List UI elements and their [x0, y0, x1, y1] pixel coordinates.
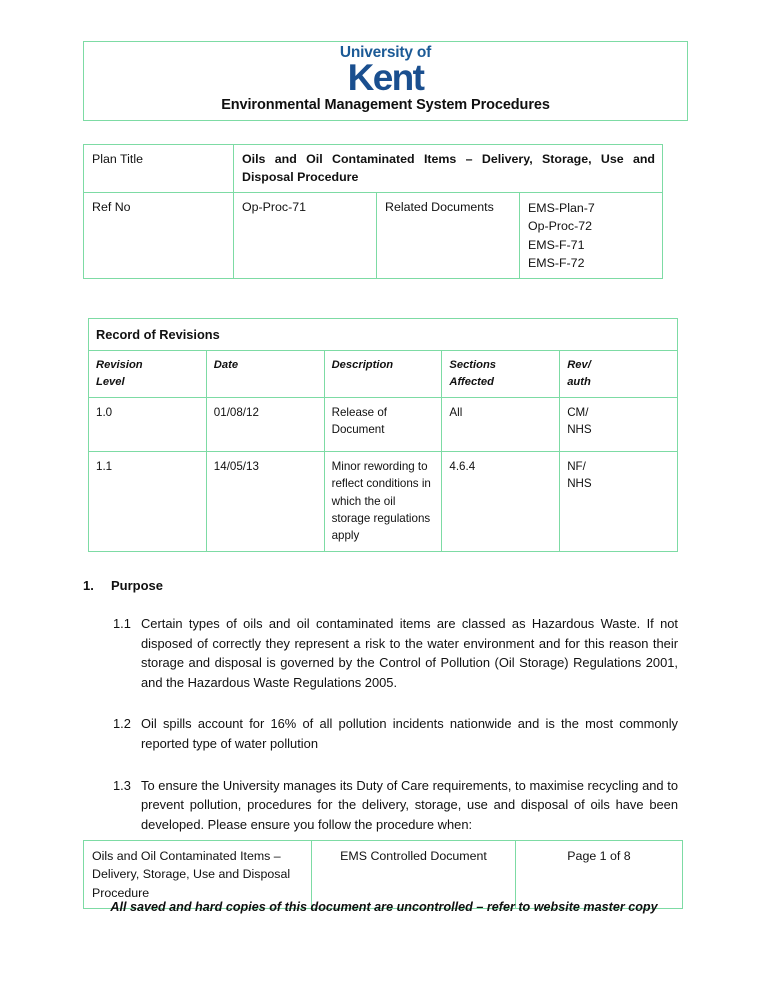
section-title: Purpose	[111, 578, 164, 593]
revision-level: 1.0	[89, 397, 207, 451]
auth-line1: NF/	[567, 459, 586, 473]
revisions-title-row	[89, 319, 678, 351]
document-header-box	[83, 41, 688, 121]
paragraph-1-3	[113, 776, 678, 835]
revision-description: Minor rewording to reflect conditions in which the oil storage regulations apply	[324, 451, 442, 551]
revision-sections-affected: 4.6.4	[442, 451, 560, 551]
revision-auth	[560, 451, 678, 551]
table-row-plan-title	[84, 145, 663, 193]
footer-document-name: Oils and Oil Contaminated Items – Delivery, Storage, Use and Disposal Procedure	[84, 841, 312, 909]
footer-control-status: EMS Controlled Document	[312, 841, 516, 909]
plan-title-value: Oils and Oil Contaminated Items – Delivery, Storage, Use and Disposal Procedure	[234, 145, 663, 193]
related-document-item: EMS-F-71	[528, 237, 585, 252]
section-number: 1.	[83, 578, 94, 593]
column-header-revision-level	[89, 351, 207, 398]
paragraph-text: To ensure the University manages its Duty of Care requirements, to maximise recycling and to prevent pollution, procedures for the delivery, storage, use and disposal of oils have been developed. Please ensure you follow the procedure when:	[141, 777, 678, 832]
col-head-line1: Revision	[96, 359, 143, 372]
related-document-item: Op-Proc-72	[528, 219, 593, 234]
ref-no-value: Op-Proc-71	[234, 193, 377, 279]
document-body	[0, 578, 768, 834]
column-header-rev-auth	[560, 351, 678, 398]
column-header-sections-affected	[442, 351, 560, 398]
auth-line2: NHS	[567, 423, 592, 437]
table-row	[89, 451, 678, 551]
paragraph-1-2	[113, 714, 678, 753]
table-row	[89, 397, 678, 451]
logo-line-university-of: University of	[339, 44, 432, 61]
revisions-header-row	[89, 351, 678, 398]
paragraph-text: Certain types of oils and oil contaminated items are classed as Hazardous Waste. If not disposed of correctly they represent a risk to the water environment and for this reason their storage and disposal is governed by the Control of Pollution (Oil Storage) Regulations 2001, and the Hazardous Waste Regulations 2005.	[141, 616, 678, 690]
paragraph-number: 1.3	[113, 777, 131, 793]
plan-info-table	[83, 144, 663, 279]
page-title: Environmental Management System Procedures	[221, 97, 550, 113]
col-head-line1: Sections	[449, 359, 497, 372]
university-of-kent-logo	[84, 44, 687, 99]
table-row-ref-no	[84, 193, 663, 279]
section-heading-purpose	[83, 578, 768, 593]
revision-description: Release of Document	[324, 397, 442, 451]
revisions-title: Record of Revisions	[89, 319, 678, 351]
column-header-description: Description	[324, 351, 442, 398]
col-head-line1: Rev/	[567, 359, 591, 372]
revision-level: 1.1	[89, 451, 207, 551]
plan-title-label: Plan Title	[84, 145, 234, 193]
column-header-date: Date	[206, 351, 324, 398]
auth-line2: NHS	[567, 477, 592, 491]
document-footer-table	[83, 840, 683, 909]
paragraph-1-1	[113, 614, 678, 692]
record-of-revisions-table	[88, 318, 678, 552]
related-documents-label: Related Documents	[377, 193, 520, 279]
paragraph-number: 1.2	[113, 716, 131, 732]
related-documents-list	[520, 193, 663, 279]
related-document-item: EMS-Plan-7	[528, 201, 595, 216]
revision-sections-affected: All	[442, 397, 560, 451]
col-head-line2: Level	[96, 375, 125, 388]
col-head-line2: auth	[567, 375, 591, 388]
revision-date: 14/05/13	[206, 451, 324, 551]
ref-no-label: Ref No	[84, 193, 234, 279]
logo-line-kent: Kent	[347, 57, 424, 99]
col-head-line2: Affected	[449, 375, 494, 388]
footer-uncontrolled-note: All saved and hard copies of this document are uncontrolled – refer to website master copy	[110, 900, 658, 914]
related-document-item: EMS-F-72	[528, 255, 585, 270]
auth-line1: CM/	[567, 405, 589, 419]
revision-date: 01/08/12	[206, 397, 324, 451]
footer-page-number: Page 1 of 8	[516, 841, 683, 909]
revision-auth	[560, 397, 678, 451]
footer-row	[84, 841, 683, 909]
paragraph-number: 1.1	[113, 616, 131, 631]
paragraph-text: Oil spills account for 16% of all pollution incidents nationwide and is the most commonly reported type of water pollution	[141, 716, 678, 752]
